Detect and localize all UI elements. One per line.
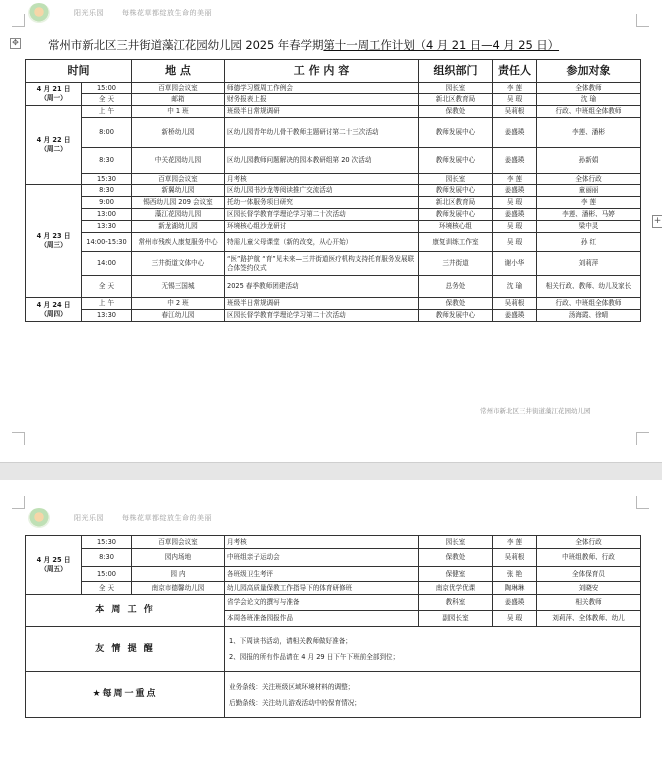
column-header-time: 时间 [26,60,132,83]
day-weekday: （周四） [40,309,67,318]
margin-corner-mark [12,496,25,509]
page-header [28,2,212,24]
schedule-row [26,197,641,209]
person-cell: 张 艳 [493,567,537,582]
person-cell: 姜盛瑛 [493,118,537,148]
page-break-gap [0,462,662,482]
participants-cell: 行政、中班组全体教师 [537,298,641,310]
document-page-2 [0,480,662,759]
location-cell: 南京市德馨幼儿园 [132,582,225,595]
day-cell [26,83,82,106]
location-cell: 锡西幼儿园 209 会议室 [132,197,225,209]
column-header-location: 地 点 [132,60,225,83]
person-cell: 吴 瑕 [493,94,537,106]
time-cell: 8:00 [82,118,132,148]
location-cell: 百草园会议室 [132,536,225,549]
schedule-row [26,174,641,185]
content-cell: 幼儿园高质量保教工作指导下的体育研修班 [225,582,419,595]
kindergarten-logo-icon [28,3,50,23]
table-header-row [26,60,641,83]
schedule-row [26,310,641,322]
participants-cell: 相关教师 [537,595,641,611]
schedule-row [26,221,641,233]
person-cell: 姜盛瑛 [493,209,537,221]
content-cell: 各班级卫生考评 [225,567,419,582]
person-cell: 沈 瑜 [493,276,537,298]
content-cell: 中班组亲子运动会 [225,549,419,567]
time-cell: 15:30 [82,536,132,549]
table-move-handle-icon[interactable]: ✥ [10,38,21,49]
time-cell: 8:30 [82,185,132,197]
participants-cell: 李 莲 [537,197,641,209]
location-cell: 百草园会议室 [132,174,225,185]
day-date: 4 月 24 日 [36,300,71,309]
schedule-row [26,567,641,582]
department-cell: 园长室 [419,536,493,549]
kindergarten-logo-icon [28,508,50,528]
participants-cell: 孙 红 [537,233,641,252]
schedule-row [26,106,641,118]
schedule-row [26,549,641,567]
department-cell: 教师发展中心 [419,209,493,221]
column-header-content: 工 作 内 容 [225,60,419,83]
weekly-plan-table-continued [25,535,641,718]
department-cell: 园长室 [419,83,493,94]
schedule-row [26,298,641,310]
page-footer: 常州市新北区三井街道藻江花园幼儿园 [480,407,591,415]
schedule-row [26,209,641,221]
location-cell: 中 1 班 [132,106,225,118]
department-cell: 保教处 [419,298,493,310]
summary-line: 后勤条线：关注幼儿游戏活动中的保育情况； [229,698,361,707]
department-cell: 三井街道 [419,252,493,276]
person-cell: 吴 瑕 [493,611,537,627]
day-cell [26,185,82,298]
schedule-row [26,83,641,94]
content-cell: 月考核 [225,174,419,185]
person-cell: 李 莲 [493,536,537,549]
person-cell: 姜盛瑛 [493,148,537,174]
day-date: 4 月 23 日 [36,232,71,241]
summary-content [225,627,641,672]
department-cell: 教师发展中心 [419,310,493,322]
day-weekday: （周一） [40,94,67,102]
header-motto-1: 阳光乐园 [74,9,104,17]
schedule-row [26,252,641,276]
participants-cell: 童丽丽 [537,185,641,197]
department-cell: 保健室 [419,567,493,582]
participants-cell: 刘莉萍 [537,252,641,276]
schedule-row [26,582,641,595]
schedule-row [26,94,641,106]
summary-label: 友 情 提 醒 [26,627,225,672]
participants-cell: 李莲、潘彬 [537,118,641,148]
participants-cell: 孙新娟 [537,148,641,174]
margin-corner-mark [12,14,25,27]
participants-cell: 全体行政 [537,536,641,549]
participants-cell: 相关行政、教师、幼儿及家长 [537,276,641,298]
department-cell: 环境核心组 [419,221,493,233]
schedule-row [26,185,641,197]
person-cell: 李 莲 [493,83,537,94]
content-cell: 环境核心组沙龙研讨 [225,221,419,233]
schedule-row [26,148,641,174]
location-cell: 园内场地 [132,549,225,567]
person-cell: 李 莲 [493,174,537,185]
time-cell: 13:00 [82,209,132,221]
day-date: 4 月 25 日 [36,556,71,565]
department-cell: 保教处 [419,549,493,567]
participants-cell: 刘晓安 [537,582,641,595]
content-cell: 班级半日常规调研 [225,298,419,310]
participants-cell: 沈 瑜 [537,94,641,106]
time-cell: 全 天 [82,276,132,298]
header-motto-2: 每株花草都绽放生命的美丽 [122,514,212,522]
time-cell: 13:30 [82,221,132,233]
location-cell: 新桥幼儿园 [132,118,225,148]
summary-line: 业务条线：关注班级区域环境材料的调整； [229,682,355,691]
content-cell: 师德学习暨周工作例会 [225,83,419,94]
department-cell: 南京优学优课 [419,582,493,595]
schedule-row [26,536,641,549]
person-cell: 吴莉根 [493,549,537,567]
location-cell: 三井街道文体中心 [132,252,225,276]
location-cell: 新龙湖幼儿园 [132,221,225,233]
location-cell: 藻江花园幼儿园 [132,209,225,221]
content-cell: 班级半日常规调研 [225,106,419,118]
location-cell: 邮箱 [132,94,225,106]
add-column-icon[interactable]: + [653,216,662,226]
summary-content [225,672,641,718]
margin-corner-mark [636,432,649,445]
time-cell: 全 天 [82,94,132,106]
department-cell: 康复训练工作室 [419,233,493,252]
time-cell: 上 午 [82,298,132,310]
time-cell: 9:00 [82,197,132,209]
summary-line: 省学会论文的撰写与准备 [225,595,419,611]
participants-cell: 全体教师 [537,83,641,94]
participants-cell: 行政、中班组全体教师 [537,106,641,118]
header-motto-1: 阳光乐园 [74,514,104,522]
participants-cell: 全体行政 [537,174,641,185]
content-cell: 财务报表上报 [225,94,419,106]
time-cell: 15:00 [82,567,132,582]
location-cell: 无锡三国城 [132,276,225,298]
content-cell: 月考核 [225,536,419,549]
page-header [28,507,212,529]
header-motto-2: 每株花草都绽放生命的美丽 [122,9,212,17]
time-cell: 上 午 [82,106,132,118]
summary-label: ★每周一重点 [26,672,225,718]
department-cell: 总务处 [419,276,493,298]
person-cell: 谢小华 [493,252,537,276]
content-cell: 特需儿童父母课堂（新的改变，从心开始） [225,233,419,252]
location-cell: 百草园会议室 [132,83,225,94]
person-cell: 姜盛瑛 [493,185,537,197]
participants-cell: 李莲、潘彬、马婷 [537,209,641,221]
summary-line: 本周各班准备园报作品 [225,611,419,627]
day-cell [26,298,82,322]
time-cell: 14:00 [82,252,132,276]
time-cell: 全 天 [82,582,132,595]
page-title: 常州市新北区三井街道藻江花园幼儿园 2025 年春学期第十一周工作计划（4 月 21 日—4 月 25 日） [48,38,560,52]
friendly-reminder-row [26,627,641,672]
day-weekday: （周三） [40,241,67,249]
day-date: 4 月 21 日 [36,85,71,94]
time-cell: 13:30 [82,310,132,322]
time-cell: 8:30 [82,549,132,567]
department-cell: 保教处 [419,106,493,118]
person-cell: 吴 瑕 [493,233,537,252]
content-cell: 托幼一体服务项目研究 [225,197,419,209]
content-cell: 区幼儿园青年幼儿骨干教师主题研讨第二十三次活动 [225,118,419,148]
participants-cell: 全体保育员 [537,567,641,582]
department-cell: 教师发展中心 [419,148,493,174]
department-cell: 园长室 [419,174,493,185]
content-cell: “医”路护航 “育”见未来—三井街道医疗机构支持托育服务发展联合体签约仪式 [225,252,419,276]
weekly-plan-table [25,59,641,322]
content-cell: 区幼儿园书沙龙等阅读推广交流活动 [225,185,419,197]
summary-label: 本 周 工 作 [26,595,225,627]
participants-cell: 梁中灵 [537,221,641,233]
day-weekday: （周五） [40,565,67,573]
margin-corner-mark [636,496,649,509]
department-cell: 新北区教育局 [419,197,493,209]
person-cell: 吴 瑕 [493,221,537,233]
person-cell: 姜盛瑛 [493,595,537,611]
time-cell: 8:30 [82,148,132,174]
person-cell: 吴莉根 [493,298,537,310]
department-cell: 教师发展中心 [419,118,493,148]
day-weekday: （周二） [40,145,67,153]
department-cell: 教师发展中心 [419,185,493,197]
location-cell: 园 内 [132,567,225,582]
location-cell: 新翼幼儿园 [132,185,225,197]
margin-corner-mark [12,432,25,445]
person-cell: 姜盛瑛 [493,310,537,322]
column-header-participants: 参加对象 [537,60,641,83]
column-header-person: 责任人 [493,60,537,83]
schedule-row [26,233,641,252]
participants-cell: 刘莉萍、全体教师、幼儿 [537,611,641,627]
day-date: 4 月 22 日 [36,136,71,145]
content-cell: 区幼儿园教师问题解决的园本教研组第 20 次活动 [225,148,419,174]
day-cell [26,106,82,185]
schedule-row [26,118,641,148]
department-cell: 教科室 [419,595,493,611]
time-cell: 15:00 [82,83,132,94]
time-cell: 14:00-15:30 [82,233,132,252]
content-cell: 区园长督学教育学理论学习第二十次活动 [225,209,419,221]
participants-cell: 汤海霞、徐晴 [537,310,641,322]
weekly-focus-row [26,672,641,718]
summary-line: 2、园报的所有作品请在 4 月 29 日下午下班前全部到位； [229,653,400,661]
time-cell: 15:30 [82,174,132,185]
department-cell: 副园长室 [419,611,493,627]
column-header-department: 组织部门 [419,60,493,83]
day-cell [26,536,82,595]
content-cell: 2025 春季教师团建活动 [225,276,419,298]
location-cell: 常州市残疾人康复服务中心 [132,233,225,252]
location-cell: 中关花园幼儿园 [132,148,225,174]
margin-corner-mark [636,14,649,27]
person-cell: 吴莉根 [493,106,537,118]
summary-line: 1、下周读书活动，请相关教师做好准备； [229,637,352,645]
content-cell: 区园长督学教育学理论学习第二十次活动 [225,310,419,322]
weekly-work-row [26,595,641,611]
participants-cell: 中班组教师、行政 [537,549,641,567]
department-cell: 新北区教育局 [419,94,493,106]
person-cell: 陶琳琳 [493,582,537,595]
schedule-row [26,276,641,298]
location-cell: 春江幼儿园 [132,310,225,322]
location-cell: 中 2 班 [132,298,225,310]
person-cell: 吴 瑕 [493,197,537,209]
